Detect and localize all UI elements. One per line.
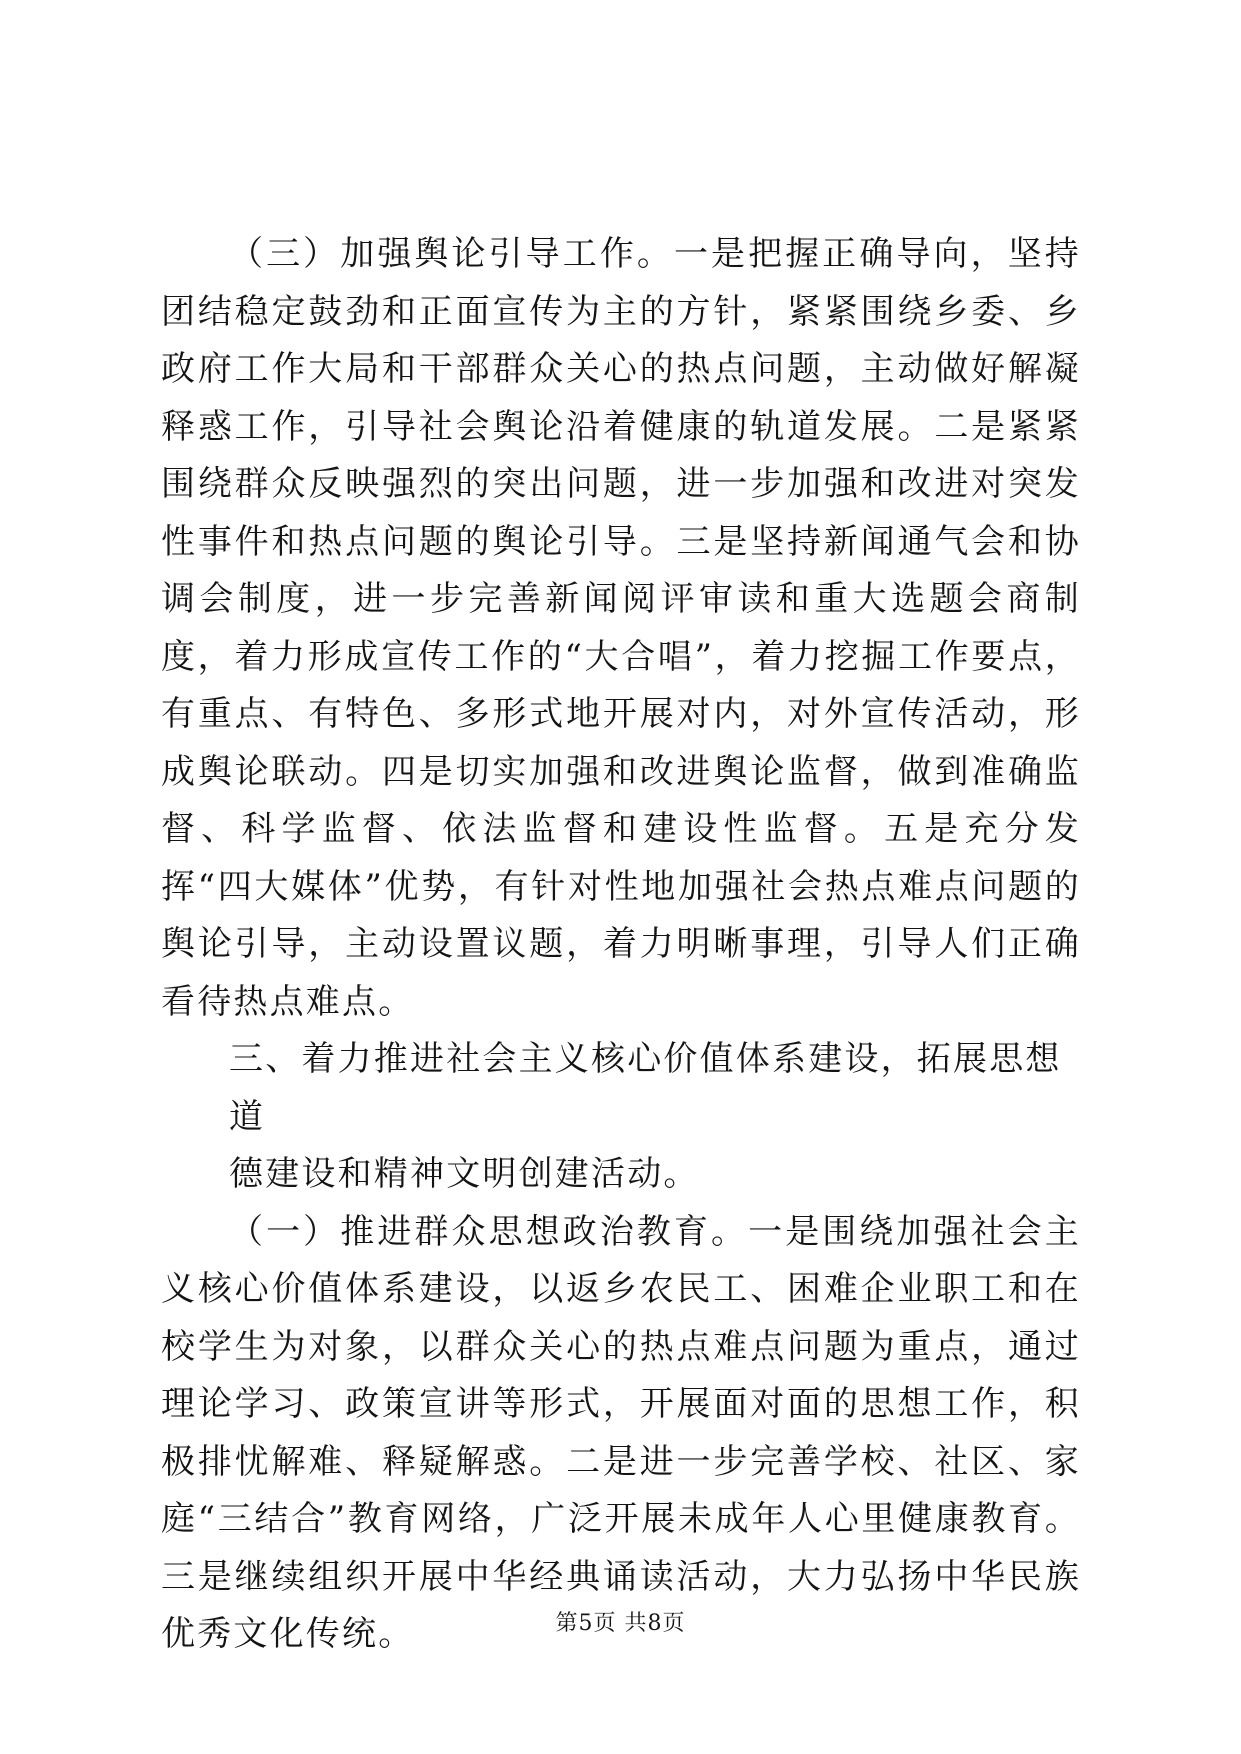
section-heading-line1: 三、着力推进社会主义核心价值体系建设，拓展思想道 (229, 1039, 1062, 1137)
section-heading-core-values (161, 1031, 1081, 1204)
paragraph-public-opinion-guidance: （三）加强舆论引导工作。一是把握正确导向，坚持团结稳定鼓劲和正面宣传为主的方针，紧紧围绕乡委、乡政府工作大局和干部群众关心的热点问题，主动做好解凝释惑工作，引导社会舆论沿着健康的轨道发展。二是紧紧围绕群众反映强烈的突出问题，进一步加强和改进对突发性事件和热点问题的舆论引导。三是坚持新闻通气会和协调会制度，进一步完善新闻阅评审读和重大选题会商制度，着力形成宣传工作的“大合唱”，着力挖掘工作要点，有重点、有特色、多形式地开展对内，对外宣传活动，形成舆论联动。四是切实加强和改进舆论监督，做到准确监督、科学监督、依法监督和建设性监督。五是充分发挥“四大媒体”优势，有针对性地加强社会热点难点问题的舆论引导，主动设置议题，着力明晰事理，引导人们正确看待热点难点。 (161, 234, 1081, 1022)
document-body (161, 226, 1081, 1664)
paragraph-ideological-education: （一）推进群众思想政治教育。一是围绕加强社会主义核心价值体系建设，以返乡农民工、困难企业职工和在校学生为对象，以群众关心的热点难点问题为重点，通过理论学习、政策宣讲等形式，开展面对面的思想工作，积极排忧解难、释疑解惑。二是进一步完善学校、社区、家庭“三结合”教育网络，广泛开展未成年人心里健康教育。三是继续组织开展中华经典诵读活动，大力弘扬中华民族优秀文化传统。 (161, 1211, 1081, 1654)
section-heading-line2: 德建设和精神文明创建活动。 (229, 1154, 700, 1194)
page-number-footer: 第5页 共8页 (555, 1611, 686, 1636)
